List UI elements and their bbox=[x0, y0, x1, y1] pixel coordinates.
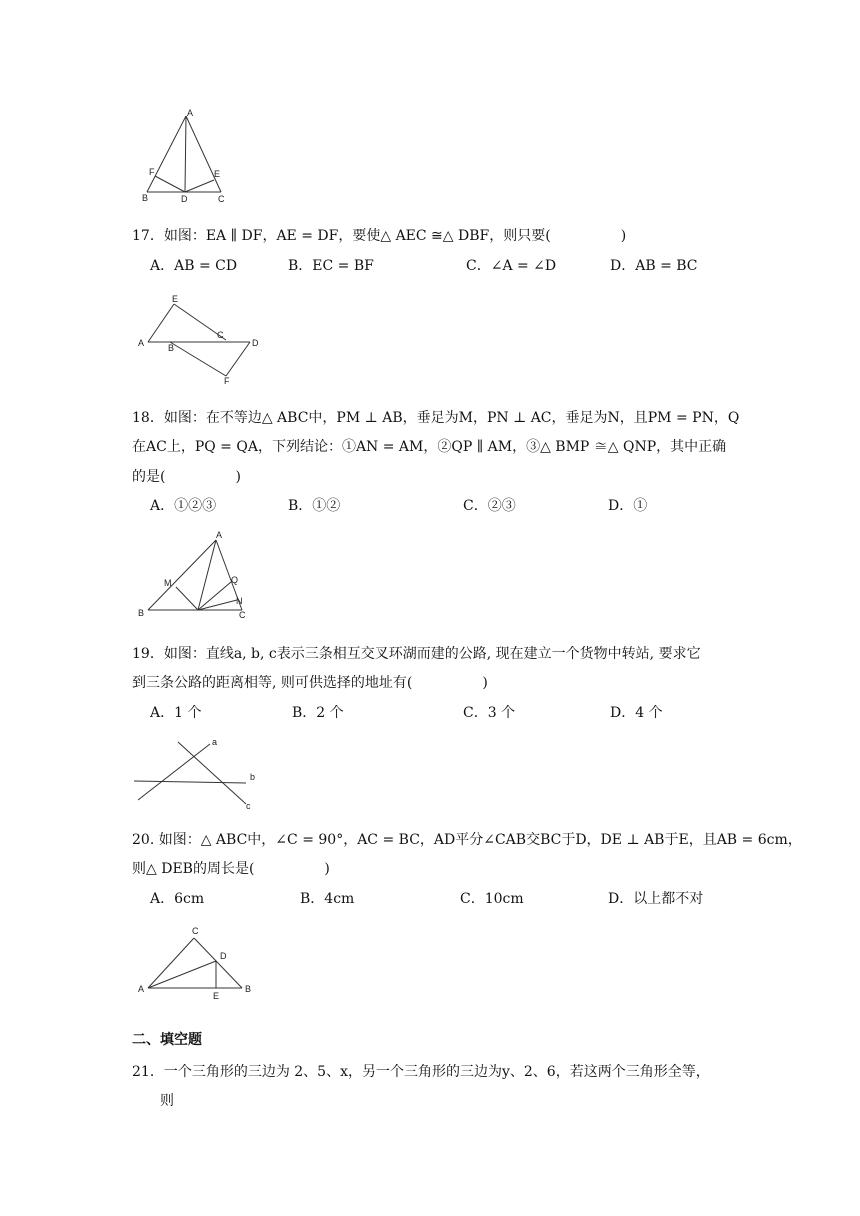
q18-stem-line-1: 18．如图：在不等边△ ABC中，PM ⊥ AB，垂足为M，PN ⊥ AC，垂足为N，且PM = PN，Q bbox=[132, 410, 740, 426]
label-A: A bbox=[187, 108, 194, 118]
q17-option-a[interactable]: A．AB = CD bbox=[150, 258, 238, 274]
q20-options bbox=[150, 889, 710, 909]
figure-17 bbox=[134, 290, 264, 386]
q21-stem-line-1: 21．一个三角形的三边为 2、5、x，另一个三角形的三边为y、2、6，若这两个三角形全等， bbox=[132, 1064, 710, 1080]
q19-option-a[interactable]: A．1 个 bbox=[150, 705, 202, 721]
label-F: F bbox=[224, 376, 230, 386]
q19-options bbox=[150, 703, 710, 723]
q18-stem-line-2: 在AC上，PQ = QA，下列结论：①AN = AM，②QP ∥ AM，③△ BMP ≅△ QNP，其中正确 bbox=[132, 439, 727, 455]
q17-stem: 17．如图：EA ∥ DF，AE = DF，要使△ AEC ≅△ DBF，则只要( ) bbox=[132, 228, 627, 244]
q20-stem-line-2: 则△ DEB的周长是( ) bbox=[132, 861, 330, 877]
figure-16-svg bbox=[140, 108, 230, 206]
label-D: D bbox=[181, 194, 188, 204]
label-B: B bbox=[138, 608, 145, 618]
q21-stem-line-2: 则 bbox=[132, 1093, 174, 1109]
label-N: N bbox=[236, 596, 243, 606]
q19-stem-line-2: 到三条公路的距离相等, 则可供选择的地址有( ) bbox=[132, 675, 488, 691]
label-a: a bbox=[212, 737, 218, 747]
q17-options bbox=[150, 256, 710, 276]
label-F: F bbox=[149, 167, 155, 177]
q18-option-a[interactable]: A．①②③ bbox=[150, 498, 217, 514]
q18-option-d[interactable]: D．① bbox=[608, 498, 648, 514]
q19-stem-line-1: 19．如图：直线a, b, c表示三条相互交叉环湖而建的公路, 现在建立一个货物中转站, 要求它 bbox=[132, 646, 701, 662]
label-A: A bbox=[216, 530, 223, 540]
figure-16 bbox=[140, 108, 230, 206]
q19-option-b[interactable]: B．2 个 bbox=[292, 705, 344, 721]
label-c: c bbox=[246, 801, 251, 811]
q18-option-b[interactable]: B．①② bbox=[288, 498, 341, 514]
label-C: C bbox=[218, 194, 225, 204]
label-E: E bbox=[213, 991, 220, 1001]
q20-option-b[interactable]: B．4cm bbox=[300, 891, 355, 907]
q18-options bbox=[150, 496, 710, 516]
figure-20 bbox=[134, 924, 264, 1004]
q17-option-c[interactable]: C．∠A = ∠D bbox=[466, 258, 557, 274]
figure-17-svg bbox=[134, 290, 264, 386]
figure-18 bbox=[134, 528, 254, 622]
q17-option-d[interactable]: D．AB = BC bbox=[610, 258, 698, 274]
label-M: M bbox=[164, 578, 172, 588]
label-B: B bbox=[168, 343, 175, 353]
q19-option-d[interactable]: D．4 个 bbox=[610, 705, 663, 721]
q20-stem-line-1: 20. 如图：△ ABC中，∠C = 90°，AC = BC，AD平分∠CAB交BC于D，DE ⊥ AB于E，且AB = 6cm， bbox=[132, 832, 802, 848]
q19-option-c[interactable]: C．3 个 bbox=[463, 705, 516, 721]
label-A: A bbox=[138, 984, 145, 994]
label-C: C bbox=[239, 610, 246, 620]
label-E: E bbox=[172, 294, 179, 304]
q17-option-b[interactable]: B．EC = BF bbox=[288, 258, 374, 274]
label-D: D bbox=[252, 338, 259, 348]
q18-stem-line-3: 的是( ) bbox=[132, 469, 241, 485]
label-E: E bbox=[214, 169, 221, 179]
q20-option-d[interactable]: D．以上都不对 bbox=[608, 891, 704, 907]
q20-option-a[interactable]: A．6cm bbox=[150, 891, 205, 907]
figure-20-svg bbox=[134, 924, 264, 1004]
q18-option-c[interactable]: C．②③ bbox=[463, 498, 516, 514]
q20-option-c[interactable]: C．10cm bbox=[460, 891, 524, 907]
figure-19-svg bbox=[130, 734, 270, 812]
label-b: b bbox=[250, 772, 256, 782]
label-C: C bbox=[217, 330, 224, 340]
label-Q: Q bbox=[231, 575, 239, 585]
figure-19 bbox=[130, 734, 270, 812]
label-A: A bbox=[138, 338, 145, 348]
figure-18-svg bbox=[134, 528, 254, 622]
label-B: B bbox=[142, 193, 149, 203]
section-title: 二、填空题 bbox=[132, 1032, 202, 1048]
label-C: C bbox=[192, 926, 199, 936]
label-B: B bbox=[245, 984, 252, 994]
label-D: D bbox=[220, 951, 227, 961]
